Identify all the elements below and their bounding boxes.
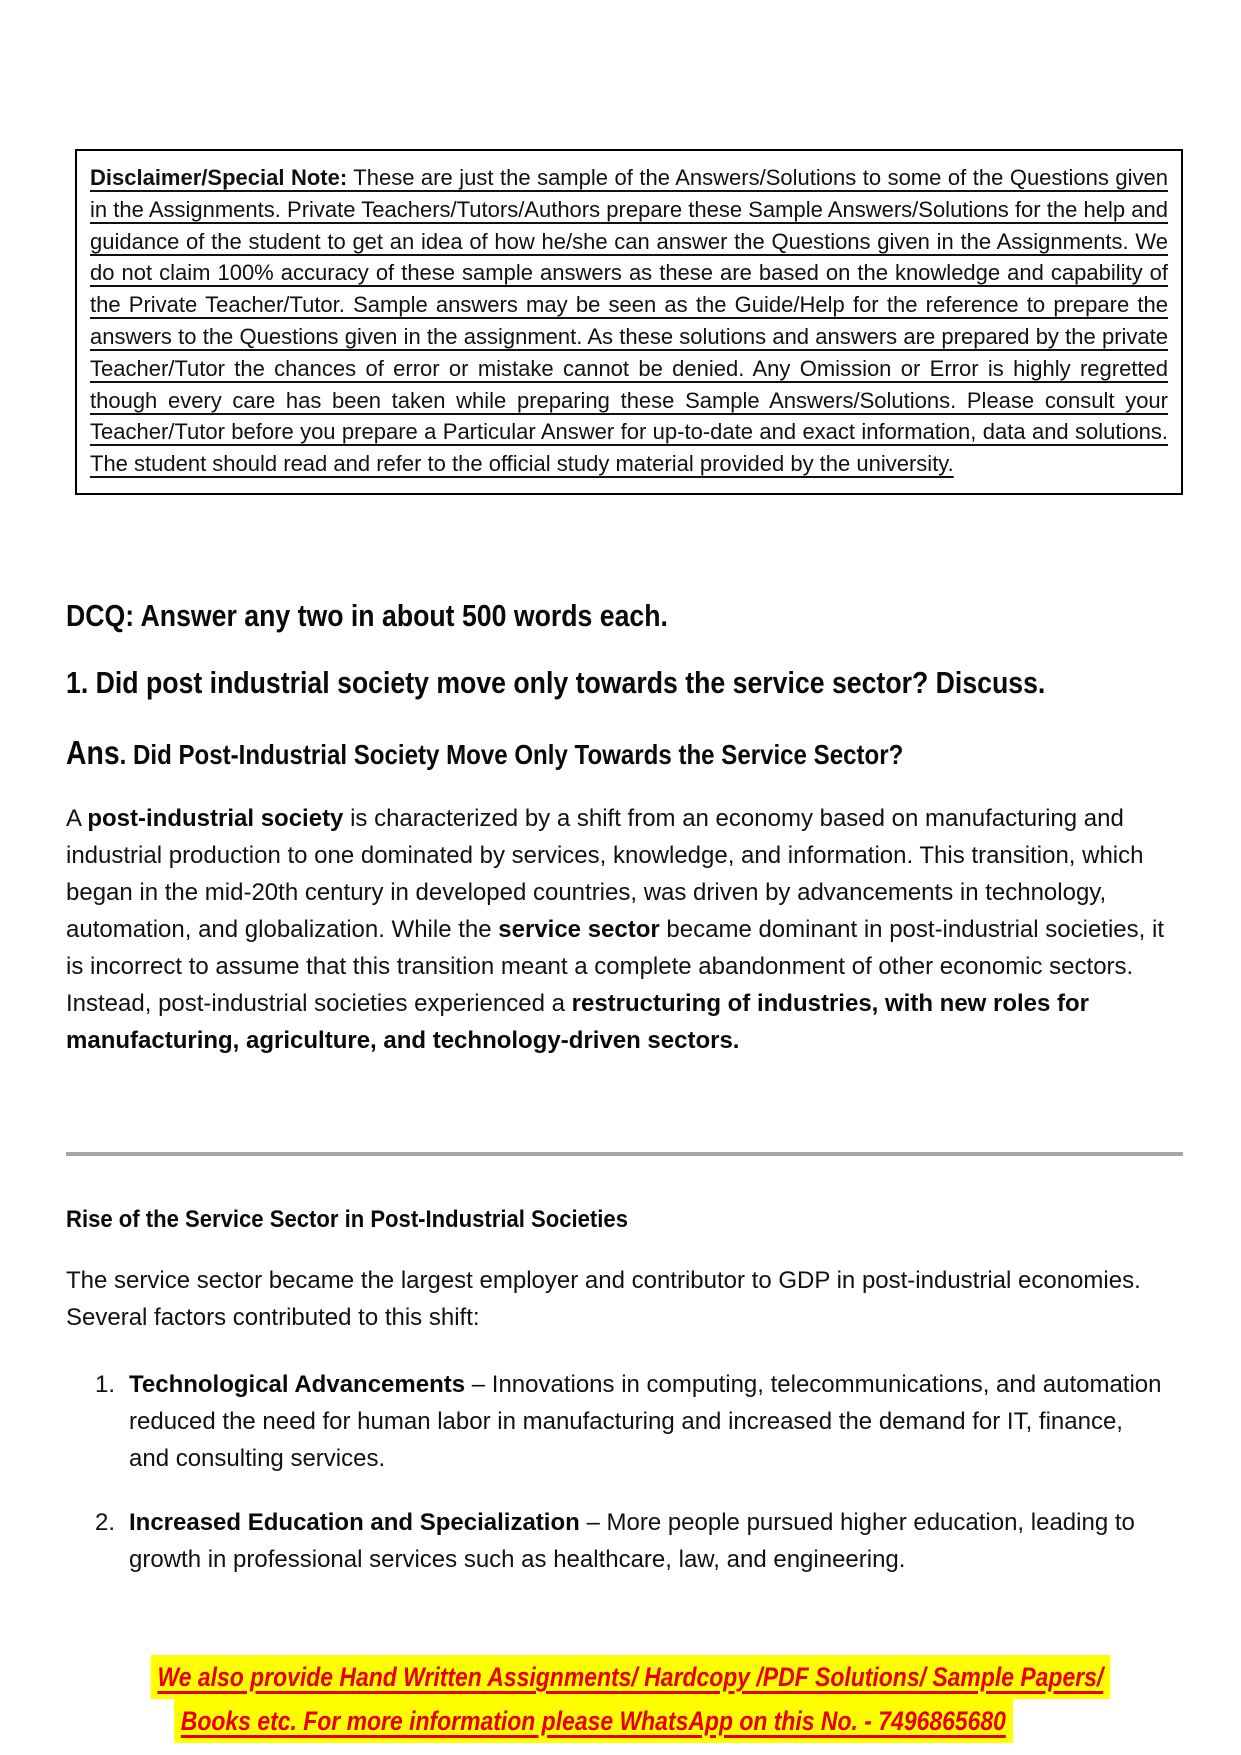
dcq-heading: DCQ: Answer any two in about 500 words each.: [66, 598, 668, 633]
footer-banner: [66, 1655, 1120, 1743]
list-item-number: 1.: [95, 1371, 116, 1398]
section-intro-paragraph: The service sector became the largest employer and contributor to GDP in post-industrial economies. Several factors contributed to this shift:: [66, 1267, 1141, 1331]
list-item-text: Increased Education and Specialization – More people pursued higher education, leading to growth in professional services such as healthcare, law, and engineering.: [129, 1509, 1135, 1573]
disclaimer-text: [90, 162, 1168, 480]
list-item: [95, 1366, 1163, 1477]
list-item-text: Technological Advancements – Innovations in computing, telecommunications, and automation reduced the need for human labor in manufacturing and increased the demand for IT, finance, and consulting services.: [129, 1371, 1162, 1472]
answer-label: Ans: [66, 734, 120, 771]
section-heading: Rise of the Service Sector in Post-Industrial Societies: [66, 1206, 628, 1233]
disclaimer-box: [75, 149, 1183, 495]
footer-line-1: We also provide Hand Written Assignments/ Hardcopy /PDF Solutions/ Sample Papers/: [151, 1655, 1110, 1699]
intro-paragraph: A post-industrial society is characterized by a shift from an economy based on manufacturing and industrial production to one dominated by services, knowledge, and information. This transition, which began in the mid-20th century in developed countries, was driven by advancements in technology, automation, and globalization. While the service sector became dominant in post-industrial societies, it is incorrect to assume that this transition meant a complete abandonment of other economic sectors. Instead, post-industrial societies experienced a restructuring of industries, with new roles for manufacturing, agriculture, and technology-driven sectors.: [66, 805, 1164, 1054]
disclaimer-body: These are just the sample of the Answers/Solutions to some of the Questions given in the Assignments. Private Teachers/Tutors/Authors prepare these Sample Answers/Solutions for the help and guidance of the student to get an idea of how he/she can answer the Questions given in the Assignments. We do not claim 100% accuracy of these sample answers as these are based on the knowledge and capability of the Private Teacher/Tutor. Sample answers may be seen as the Guide/Help for the reference to prepare the answers to the Questions given in the assignment. As these solutions and answers are prepared by the private Teacher/Tutor the chances of error or mistake cannot be denied. Any Omission or Error is highly regretted though every care has been taken while preparing these Sample Answers/Solutions. Please consult your Teacher/Tutor before you prepare a Particular Answer for up-to-date and exact information, data and solutions. The student should read and refer to the official study material provided by the university.: [90, 165, 1168, 477]
horizontal-divider: [66, 1152, 1183, 1156]
list-item-number: 2.: [95, 1509, 116, 1536]
footer-line-2: Books etc. For more information please WhatsApp on this No. - 7496865680: [174, 1699, 1013, 1743]
list-item: [95, 1504, 1163, 1578]
disclaimer-label: Disclaimer/Special Note:: [90, 165, 348, 190]
answer-heading: [66, 734, 903, 772]
answer-title: . Did Post-Industrial Society Move Only Towards the Service Sector?: [119, 739, 904, 770]
question-1-heading: 1. Did post industrial society move only towards the service sector? Discuss.: [66, 665, 1046, 700]
